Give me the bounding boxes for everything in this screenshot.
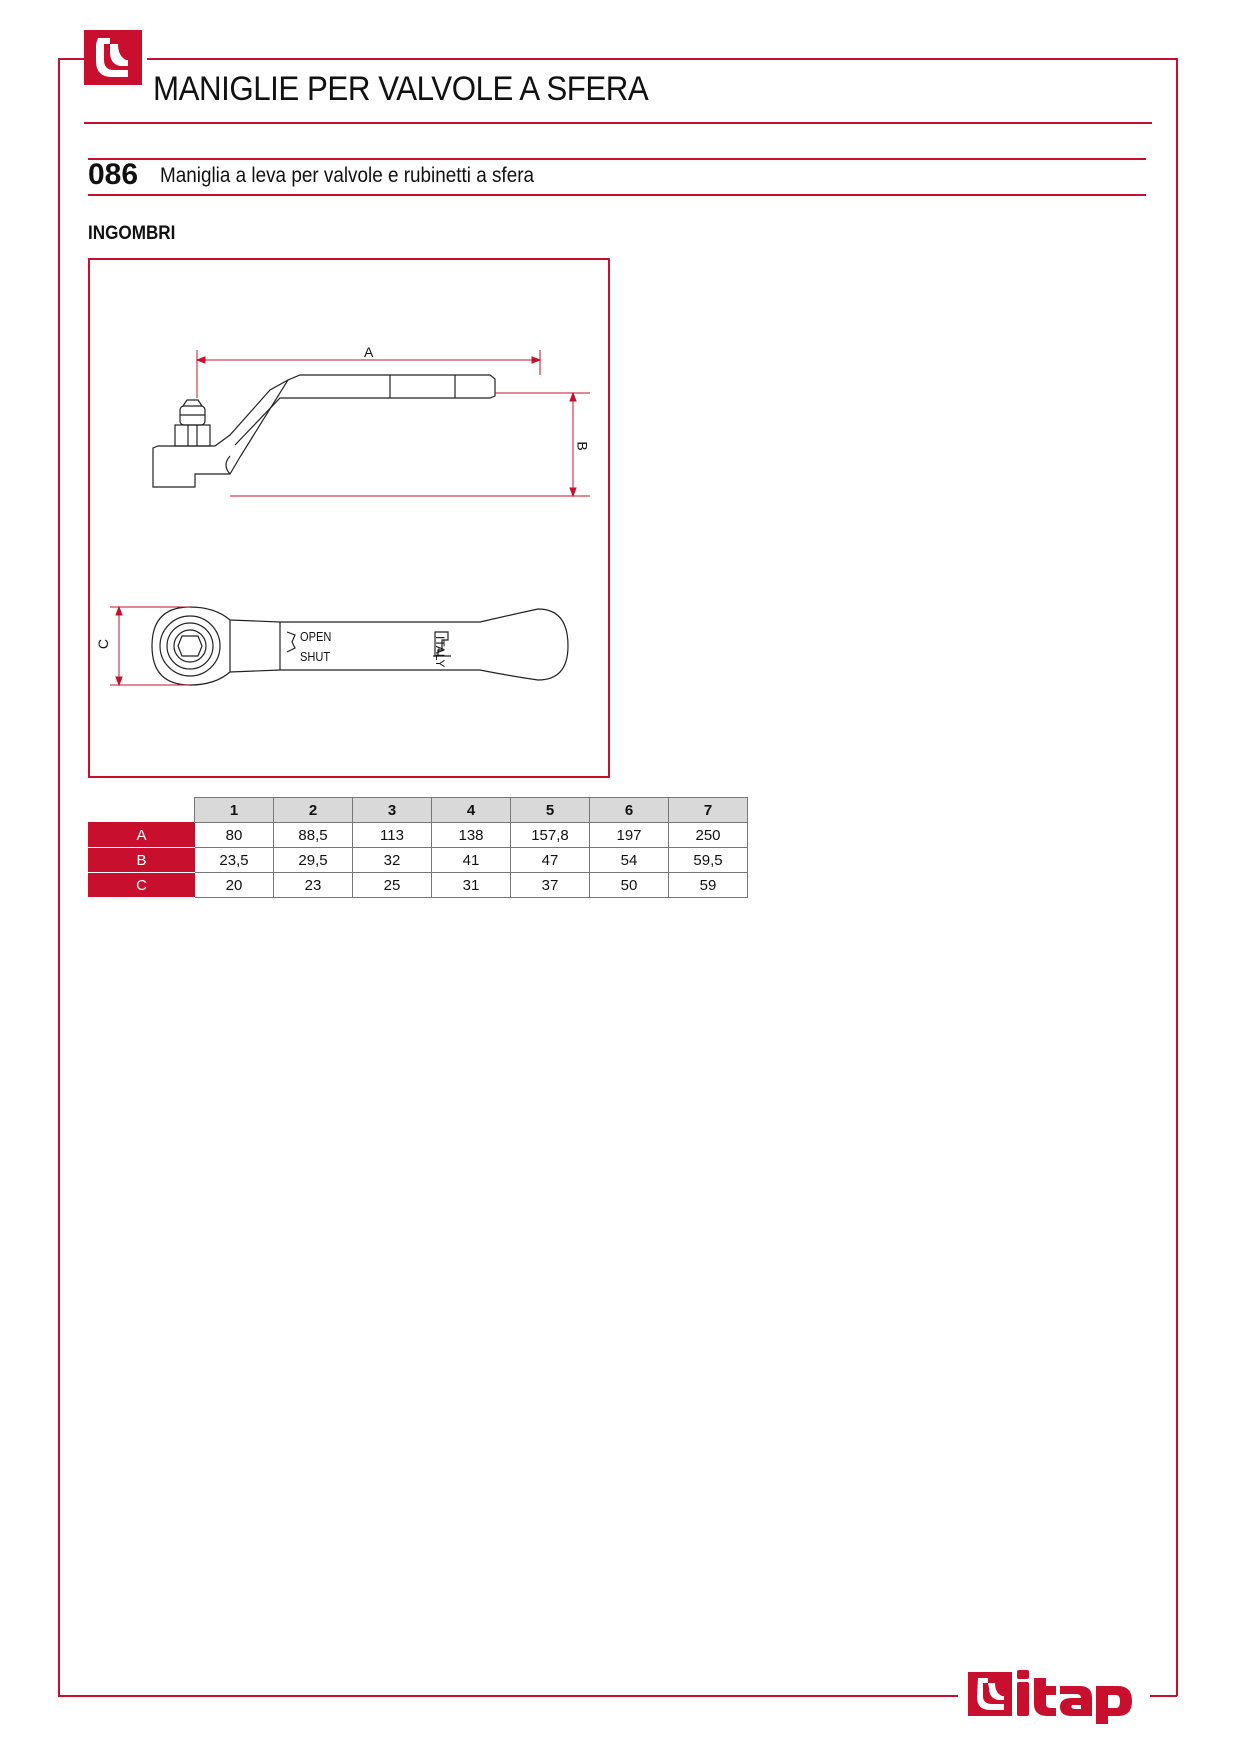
- handle-text-italy: ITALY: [433, 636, 447, 668]
- product-code: 086: [88, 158, 139, 191]
- table-header-cell: 2: [274, 798, 353, 823]
- table-cell: 41: [432, 848, 511, 873]
- frame-bottom-line: [58, 1695, 958, 1697]
- table-cell: 25: [353, 873, 432, 898]
- side-view-drawing: [153, 375, 495, 487]
- table-cell: 50: [590, 873, 669, 898]
- table-cell: 250: [669, 823, 748, 848]
- table-cell: 59: [669, 873, 748, 898]
- table-header-cell: 6: [590, 798, 669, 823]
- table-header-cell: 4: [432, 798, 511, 823]
- page-title: MANIGLIE PER VALVOLE A SFERA: [153, 70, 649, 108]
- table-cell: 138: [432, 823, 511, 848]
- table-header-cell: 7: [669, 798, 748, 823]
- table-cell: 59,5: [669, 848, 748, 873]
- table-cell: 29,5: [274, 848, 353, 873]
- table-header-cell: 1: [195, 798, 274, 823]
- table-cell: 23: [274, 873, 353, 898]
- dimension-b-label: B: [574, 441, 591, 451]
- table-cell: 54: [590, 848, 669, 873]
- product-top-line: [88, 158, 1146, 160]
- dimension-a-label: A: [364, 344, 374, 360]
- section-label: INGOMBRI: [88, 223, 176, 244]
- frame-bottom-line-right: [1150, 1695, 1177, 1697]
- handle-text-open: OPEN: [300, 629, 332, 644]
- table-row: [89, 848, 748, 873]
- dimension-c-label: C: [95, 638, 112, 650]
- table-cell: 88,5: [274, 823, 353, 848]
- table-row: [89, 823, 748, 848]
- frame-left-line-top: [58, 58, 84, 60]
- footer-brand-logo: [968, 1668, 1148, 1724]
- table-header-cell: 3: [353, 798, 432, 823]
- row-label-a: A: [89, 823, 195, 848]
- product-description: Maniglia a leva per valvole e rubinetti a sfera: [160, 164, 535, 187]
- table-row: [89, 873, 748, 898]
- row-label-b: B: [89, 848, 195, 873]
- frame-right-line: [1176, 58, 1178, 1696]
- table-header-cell: 5: [511, 798, 590, 823]
- table-cell: 32: [353, 848, 432, 873]
- frame-left-line: [58, 58, 60, 1696]
- row-label-c: C: [89, 873, 195, 898]
- technical-drawing: [88, 258, 610, 778]
- table-header-empty: [89, 798, 195, 823]
- dimension-b: [230, 393, 590, 496]
- title-underline: [84, 122, 1152, 124]
- table-cell: 20: [195, 873, 274, 898]
- header-logo: [84, 30, 142, 85]
- product-bottom-line: [88, 194, 1146, 196]
- table-cell: 31: [432, 873, 511, 898]
- table-cell: 47: [511, 848, 590, 873]
- handle-text-shut: SHUT: [300, 649, 331, 664]
- table-cell: 157,8: [511, 823, 590, 848]
- table-header-row: [89, 798, 748, 823]
- dimensions-table: [88, 797, 748, 898]
- table-cell: 23,5: [195, 848, 274, 873]
- frame-top-line: [147, 58, 1177, 60]
- table-cell: 37: [511, 873, 590, 898]
- table-cell: 113: [353, 823, 432, 848]
- table-cell: 197: [590, 823, 669, 848]
- top-view-drawing: [152, 607, 568, 685]
- table-cell: 80: [195, 823, 274, 848]
